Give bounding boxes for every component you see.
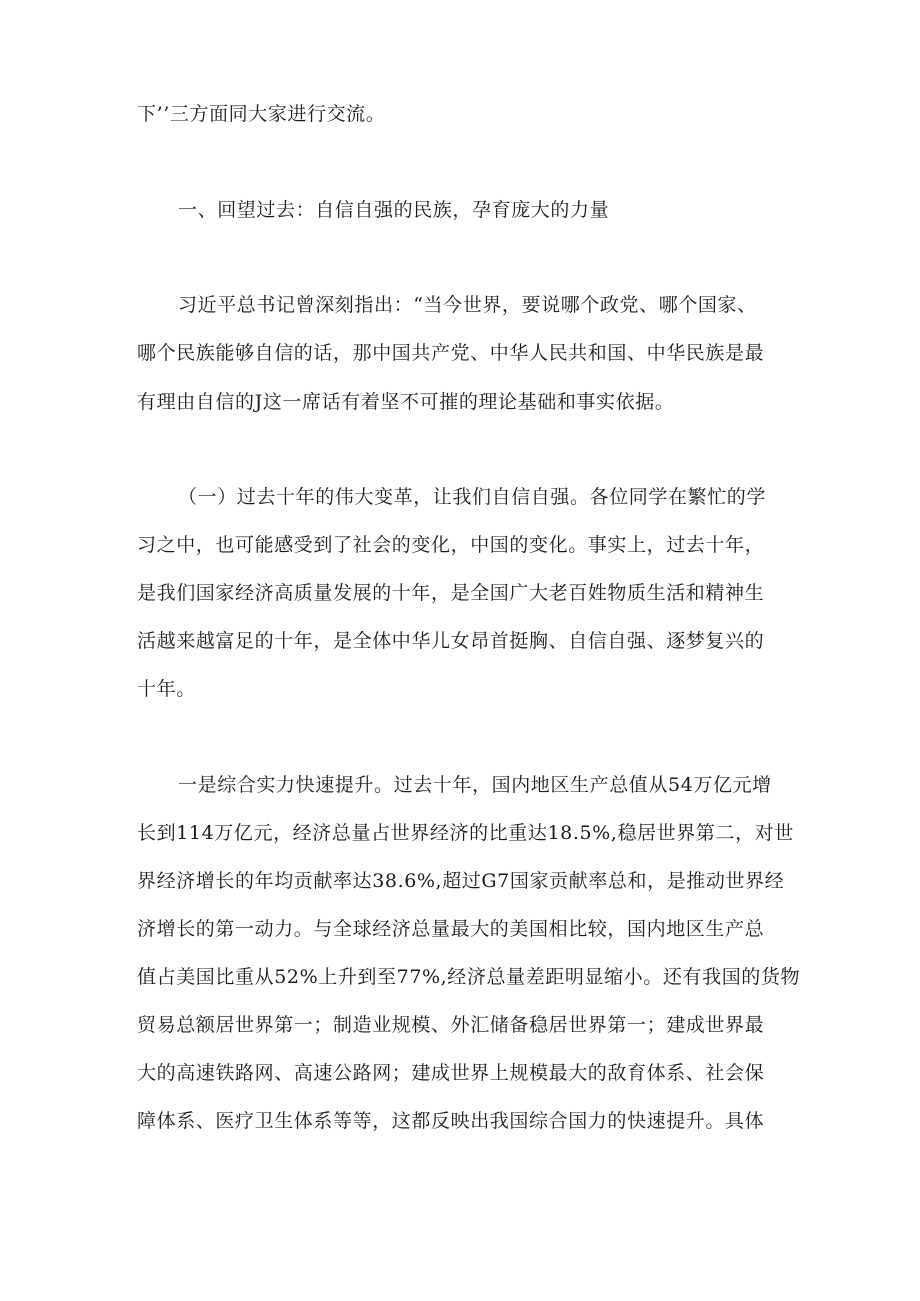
point1-line-2: 长到114万亿元，经济总量占世界经济的比重达18.5%,稳居世界第二，对世 xyxy=(137,822,794,844)
point1-line-4: 济增长的第一动力。与全球经济总量最大的美国相比较，国内地区生产总 xyxy=(137,918,765,940)
point1-line-8: 障体系、医疗卫生体系等等，这都反映出我国综合国力的快速提升。具体 xyxy=(137,1110,765,1132)
point1-line-6: 贸易总额居世界第一；制造业规模、外汇储备稳居世界第一；建成世界最 xyxy=(137,1014,765,1036)
quote-line-1: 习近平总书记曾深刻指出：“当今世界，要说哪个政党、哪个国家、 xyxy=(178,294,757,316)
point1-line-3: 界经济增长的年均贡献率达38.6%,超过G7国家贡献率总和，是推动世界经 xyxy=(137,870,785,892)
point1-line-1: 一是综合实力快速提升。过去十年，国内地区生产总值从54万亿元增 xyxy=(178,774,772,796)
subsection1-line-3: 是我们国家经济高质量发展的十年，是全国广大老百姓物质生活和精神生 xyxy=(137,582,765,604)
point1-line-7: 大的高速铁路网、高速公路网；建成世界上规模最大的敌育体系、社会保 xyxy=(137,1062,765,1084)
quote-line-2: 哪个民族能够自信的话，那中国共产党、中华人民共和国、中华民族是最 xyxy=(137,342,765,364)
quote-line-3: 有理由自信的J这一席话有着坚不可摧的理论基础和事实依据。 xyxy=(137,391,675,413)
section1-heading: 一、回望过去：自信自强的民族，孕育庞大的力量 xyxy=(178,199,610,221)
subsection1-line-2: 习之中，也可能感受到了社会的变化，中国的变化。事实上，过去十年， xyxy=(137,534,765,556)
subsection1-line-4: 活越来越富足的十年，是全体中华儿女昂首挺胸、自信自强、逐梦复兴的 xyxy=(137,630,765,652)
intro-tail-line: 下’’三方面同大家进行交流。 xyxy=(137,103,386,125)
subsection1-line-5: 十年。 xyxy=(137,678,196,700)
subsection1-line-1: （一）过去十年的伟大变革，让我们自信自强。各位同学在繁忙的学 xyxy=(178,486,767,508)
point1-line-5: 值占美国比重从52%上升到至77%,经济总量差距明显缩小。还有我国的货物 xyxy=(137,966,801,988)
